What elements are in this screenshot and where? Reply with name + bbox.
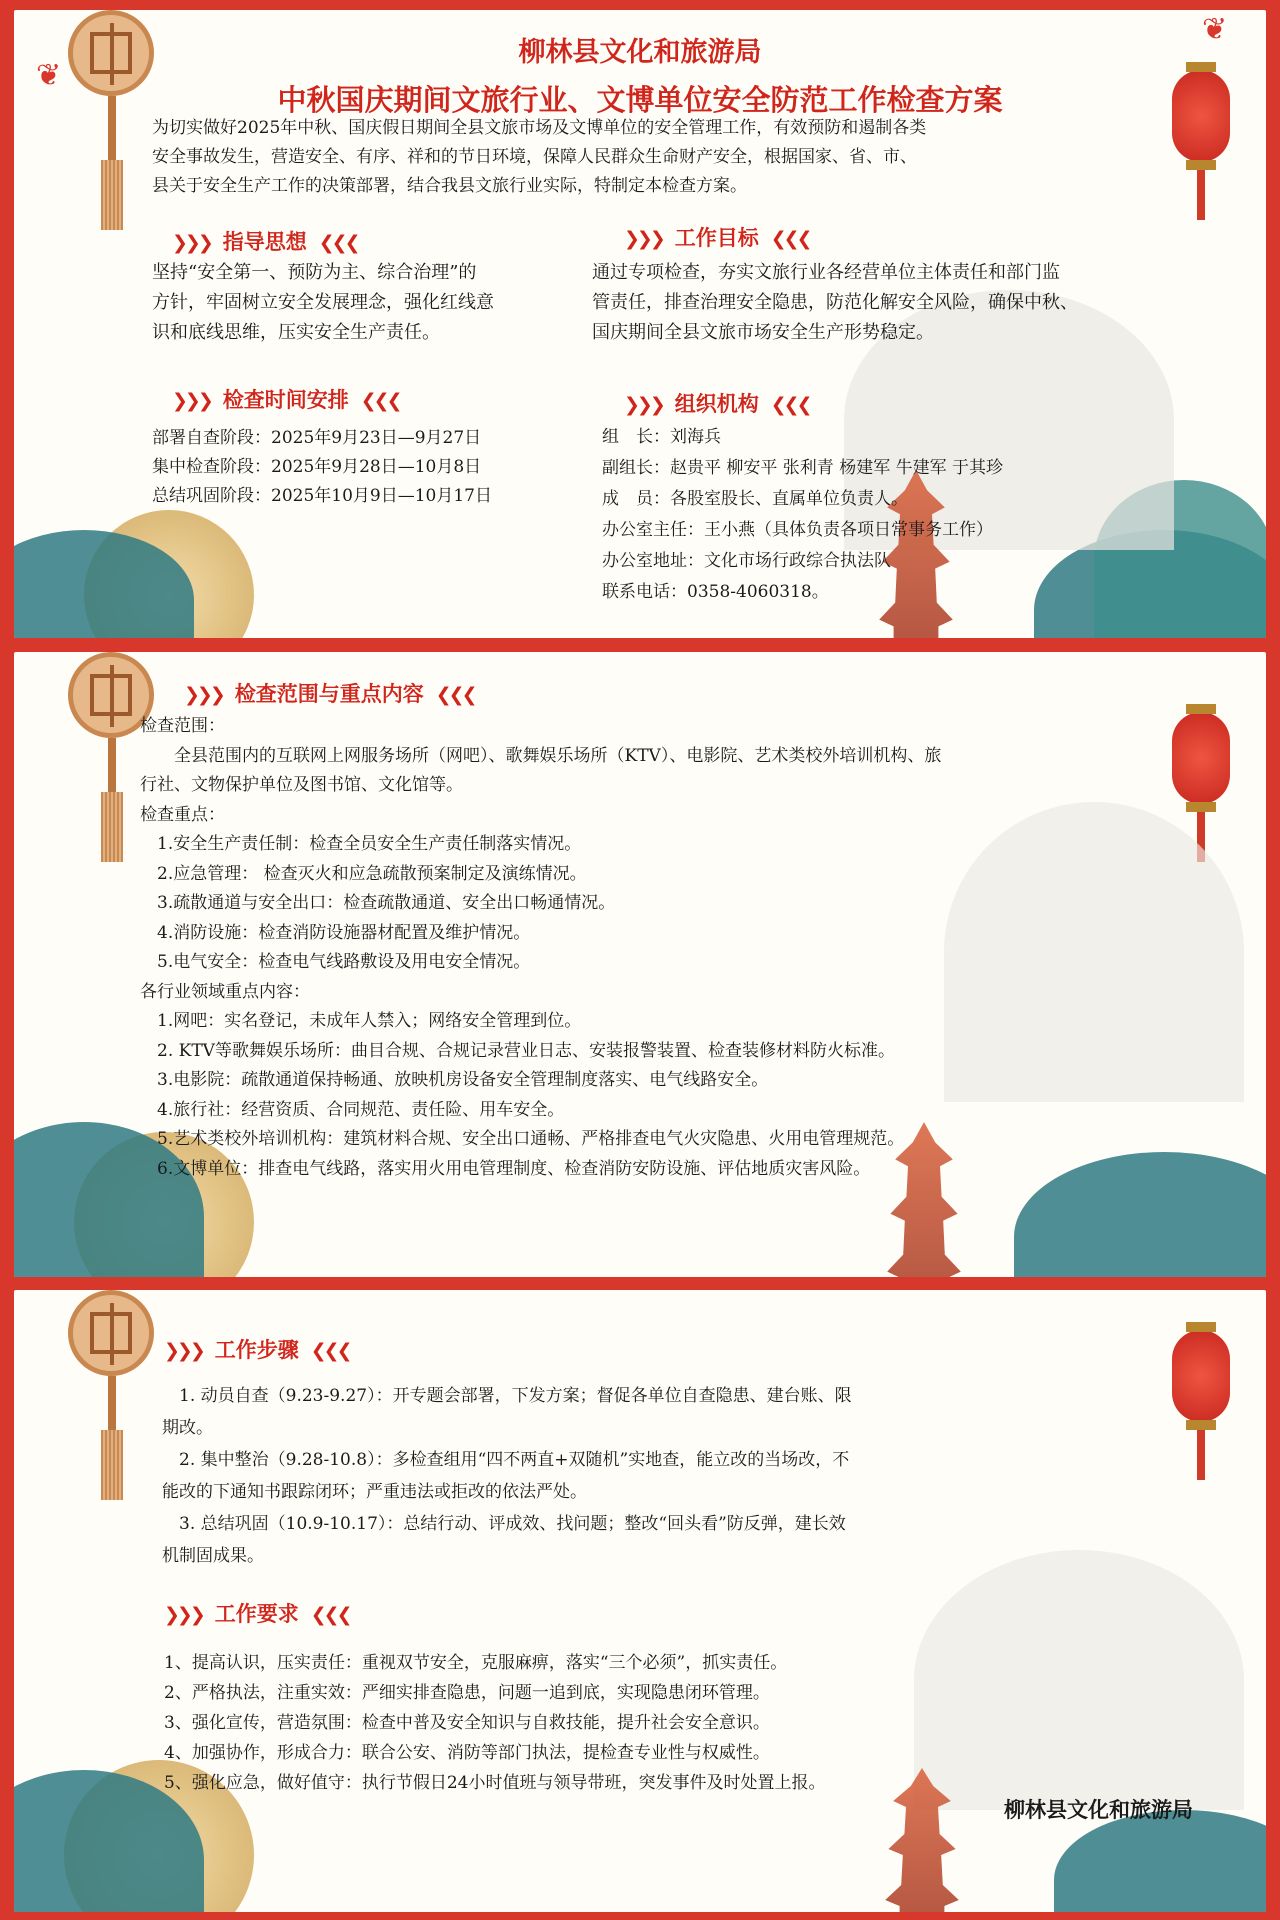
red-bird-icon: ❦	[36, 58, 62, 93]
panel-plan-overview	[14, 10, 1266, 638]
steps-heading: ❯❯❯ 工作步骤 ❮❮❮	[164, 1337, 350, 1362]
knot-cord	[108, 1376, 116, 1436]
ink-mountain-decoration	[944, 802, 1244, 1102]
ink-mountain-decoration	[914, 1550, 1244, 1810]
goal-text: 通过专项检查，夯实文旅行业各经营单位主体责任和部门监 管责任，排查治理安全隐患，防范化解安全风险，确保中秋、 国庆期间全县文旅市场安全生产形势稳定。	[592, 262, 1078, 343]
panel-work-steps	[14, 1290, 1266, 1912]
requirements-heading: ❯❯❯ 工作要求 ❮❮❮	[164, 1601, 350, 1626]
chinese-knot-icon	[68, 1290, 154, 1376]
lantern-tassel	[1197, 1430, 1205, 1480]
organization-heading: ❯❯❯ 组织机构 ❮❮❮	[624, 391, 810, 416]
lantern-icon	[1172, 712, 1230, 804]
scope-list: 检查范围： 全县范围内的互联网上网服务场所（网吧）、歌舞娱乐场所（KTV）、电影院、艺术类校外培训机构、旅 行社、文物保护单位及图书馆、文化馆等。 检查重点： 1.安全生产责任制：检查全员安全生产责任制落实情况。 2.应急管理： 检查灭火和应急疏散预案制定及演练情况。 3.疏散通道与安全出口：检查疏散通道、安全出口畅通情况。 4.消防设施：检查消防设施器材配置及维护情况。 5.电气安全：检查电气线路敷设及用电安全情况。 各行业领域重点内容： 1.网吧：实名登记，未成年人禁入；网络安全管理到位。 2. KTV等歌舞娱乐场所：曲目合规、合规记录营业日志、安装报警装置、检查装修材料防火标准。 3.电影院：疏散通道保持畅通、放映机房设备安全管理制度落实、电气线路安全。 4.旅行社：经营资质、合同规范、责任险、用车安全。 5.艺术类校外培训机构：建筑材料合规、安全出口通畅、严格排查电气火灾隐患、火用电管理规范。 6.文博单位：排查电气线路，落实用火用电管理制度、检查消防安防设施、评估地质灾害风险。	[140, 716, 942, 1179]
knot-cord	[108, 738, 116, 798]
guiding-text: 坚持“安全第一、预防为主、综合治理”的 方针，牢固树立安全发展理念，强化红线意 识和底线思维，压实安全生产责任。	[152, 262, 494, 343]
schedule-heading: ❯❯❯ 检查时间安排 ❮❮❮	[172, 387, 400, 412]
goal-heading: ❯❯❯ 工作目标 ❮❮❮	[624, 225, 810, 250]
schedule-list: 部署自查阶段：2025年9月23日—9月27日 集中检查阶段：2025年9月28日—10月8日 总结巩固阶段：2025年10月9日—10月17日	[152, 428, 492, 506]
knot-tassel	[101, 792, 123, 862]
page-title: 中秋国庆期间文旅行业、文博单位安全防范工作检查方案	[277, 83, 1003, 117]
org-name: 柳林县文化和旅游局	[518, 37, 762, 68]
lantern-icon	[1172, 1330, 1230, 1422]
requirements-list: 1、提高认识，压实责任：重视双节安全，克服麻痹，落实“三个必须”，抓实责任。 2、严格执法，注重实效：严细实排查隐患，问题一追到底，实现隐患闭环管理。 3、强化宣传，营造氛围：检查中普及安全知识与自救技能，提升社会安全意识。 4、加强协作，形成合力：联合公安、消防等部门执法，提检查专业性与权威性。 5、强化应急，做好值守：执行节假日24小时值班与领导带班，突发事件及时处置上报。	[164, 1653, 826, 1793]
panel-inspection-scope	[14, 652, 1266, 1277]
knot-tassel	[101, 160, 123, 230]
mountain-decoration	[1054, 1810, 1266, 1912]
mountain-decoration	[1014, 1152, 1266, 1277]
lantern-tassel	[1197, 170, 1205, 220]
red-bird-icon: ❦	[1202, 12, 1228, 47]
organization-list: 组 长：刘海兵 副组长：赵贵平 柳安平 张利青 杨建军 牛建军 于其珍 成 员：各股室股长、直属单位负责人。 办公室主任：王小燕（具体负责各项日常事务工作） 办公室地址：文化市场行政综合执法队 联系电话：0358-4060318。	[602, 427, 1004, 602]
guiding-heading: ❯❯❯ 指导思想 ❮❮❮	[172, 229, 358, 254]
scope-heading: ❯❯❯ 检查范围与重点内容 ❮❮❮	[184, 681, 475, 706]
steps-list: 1. 动员自查（9.23-9.27）：开专题会部署，下发方案；督促各单位自查隐患、建台账、限 期改。 2. 集中整治（9.28-10.8）：多检查组用“四不两直+双随机”实地查，能立改的当场改，不 能改的下通知书跟踪闭环；严重违法或拒改的依法严处。 3. 总结巩固（10.9-10.17）：总结行动、评成效、找问题；整改“回头看”防反弹，建长效 机制固成果。	[162, 1386, 852, 1566]
knot-tassel	[101, 1430, 123, 1500]
signature: 柳林县文化和旅游局	[1004, 1797, 1193, 1822]
intro-paragraph: 为切实做好2025年中秋、国庆假日期间全县文旅市场及文博单位的安全管理工作，有效预防和遏制各类 安全事故发生，营造安全、有序、祥和的节日环境，保障人民群众生命财产安全，根据国家、省、市、 县关于安全生产工作的决策部署，结合我县文旅行业实际，特制定本检查方案。	[152, 118, 927, 196]
